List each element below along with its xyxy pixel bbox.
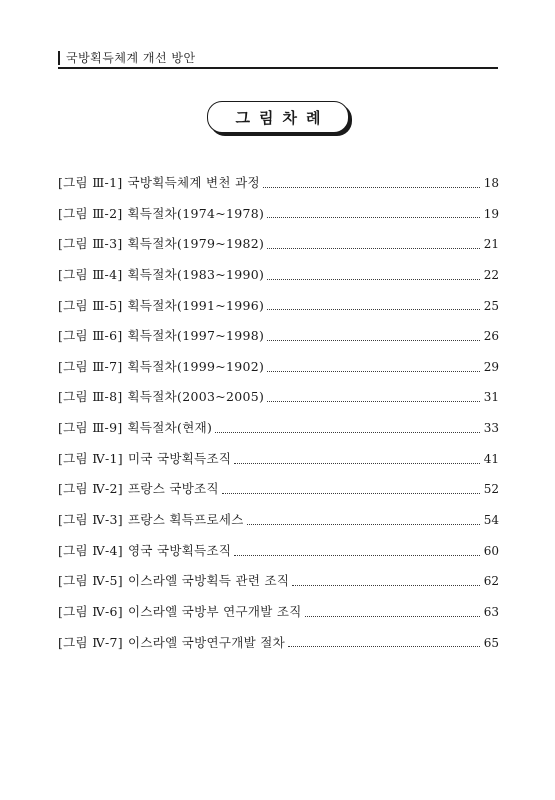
toc-entry[interactable] <box>58 413 499 444</box>
figure-label: [그림 Ⅳ-5] <box>58 573 123 589</box>
dot-leader <box>267 340 480 341</box>
figure-label: [그림 Ⅲ-1] <box>58 175 123 190</box>
figure-title: 획득절차(1999~1902) <box>127 358 265 374</box>
dot-leader <box>267 217 480 218</box>
page-number: 60 <box>483 543 499 558</box>
figure-title: 프랑스 국방조직 <box>127 481 219 497</box>
figure-label: [그림 Ⅳ-2] <box>58 481 123 497</box>
figure-label: [그림 Ⅲ-4] <box>58 266 123 282</box>
page-number: 19 <box>483 206 499 221</box>
header-rule <box>58 67 498 69</box>
figure-title: 이스라엘 국방획득 관련 조직 <box>127 573 290 589</box>
figure-title: 국방획득체계 변천 과정 <box>127 175 260 190</box>
figure-label: [그림 Ⅲ-7] <box>58 358 123 374</box>
toc-entry[interactable] <box>58 260 499 291</box>
page-number: 29 <box>483 359 499 374</box>
figure-title: 프랑스 획득프로세스 <box>127 512 244 528</box>
toc-entry[interactable] <box>58 505 499 536</box>
toc-entry[interactable] <box>58 168 499 199</box>
toc-entry[interactable] <box>58 382 499 413</box>
running-header <box>58 47 498 69</box>
dot-leader <box>247 524 480 525</box>
page-number: 33 <box>483 421 499 436</box>
dot-leader <box>292 585 479 586</box>
figure-label: [그림 Ⅲ-2] <box>58 205 123 221</box>
figure-list <box>58 168 499 658</box>
figure-title: 미국 국방획득조직 <box>127 450 232 466</box>
toc-entry[interactable] <box>58 444 499 475</box>
figure-label: [그림 Ⅳ-7] <box>58 634 123 650</box>
dot-leader <box>234 555 479 556</box>
figure-title: 획득절차(현재) <box>127 420 213 436</box>
dot-leader <box>222 493 480 494</box>
page-number: 62 <box>483 574 499 589</box>
toc-title: 그림차례 <box>235 108 330 127</box>
figure-title: 획득절차(1974~1978) <box>127 205 265 221</box>
dot-leader <box>263 187 480 188</box>
figure-label: [그림 Ⅳ-4] <box>58 542 123 558</box>
page-number: 41 <box>483 451 499 466</box>
page-number: 63 <box>483 604 499 619</box>
figure-label: [그림 Ⅳ-6] <box>58 603 123 619</box>
figure-label: [그림 Ⅲ-5] <box>58 297 123 313</box>
dot-leader <box>267 248 480 249</box>
page-number: 18 <box>483 176 499 190</box>
toc-entry[interactable] <box>58 566 499 597</box>
toc-entry[interactable] <box>58 352 499 383</box>
toc-entry[interactable] <box>58 536 499 567</box>
figure-label: [그림 Ⅲ-8] <box>58 389 123 405</box>
figure-title: 획득절차(2003~2005) <box>127 389 265 405</box>
figure-title: 획득절차(1983~1990) <box>127 266 265 282</box>
dot-leader <box>215 432 480 433</box>
figure-label: [그림 Ⅲ-9] <box>58 420 123 436</box>
figure-label: [그림 Ⅳ-1] <box>58 450 123 466</box>
header-bar-mark <box>58 51 60 65</box>
toc-entry[interactable] <box>58 291 499 322</box>
dot-leader <box>234 463 479 464</box>
figure-label: [그림 Ⅲ-3] <box>58 236 123 252</box>
figure-title: 이스라엘 국방연구개발 절차 <box>127 634 286 650</box>
dot-leader <box>288 646 480 647</box>
toc-title-box <box>207 101 349 133</box>
toc-entry[interactable] <box>58 321 499 352</box>
running-header-text: 국방획득체계 개선 방안 <box>66 51 196 65</box>
figure-label: [그림 Ⅲ-6] <box>58 328 123 344</box>
dot-leader <box>267 309 480 310</box>
toc-entry[interactable] <box>58 628 499 659</box>
figure-title: 영국 국방획득조직 <box>127 542 232 558</box>
page-number: 22 <box>483 267 499 282</box>
page-number: 31 <box>483 390 499 405</box>
figure-title: 이스라엘 국방부 연구개발 조직 <box>127 603 302 619</box>
toc-entry[interactable] <box>58 474 499 505</box>
toc-entry[interactable] <box>58 199 499 230</box>
page-number: 65 <box>483 635 499 650</box>
page-number: 25 <box>483 298 499 313</box>
dot-leader <box>305 616 480 617</box>
figure-label: [그림 Ⅳ-3] <box>58 512 123 528</box>
page-number: 21 <box>483 237 499 252</box>
page-number: 26 <box>483 329 499 344</box>
dot-leader <box>267 371 480 372</box>
toc-entry[interactable] <box>58 597 499 628</box>
dot-leader <box>267 401 480 402</box>
figure-title: 획득절차(1991~1996) <box>127 297 265 313</box>
figure-title: 획득절차(1997~1998) <box>127 328 265 344</box>
figure-title: 획득절차(1979~1982) <box>127 236 265 252</box>
toc-entry[interactable] <box>58 229 499 260</box>
page-number: 52 <box>483 482 499 497</box>
page-number: 54 <box>483 513 499 528</box>
dot-leader <box>267 279 480 280</box>
